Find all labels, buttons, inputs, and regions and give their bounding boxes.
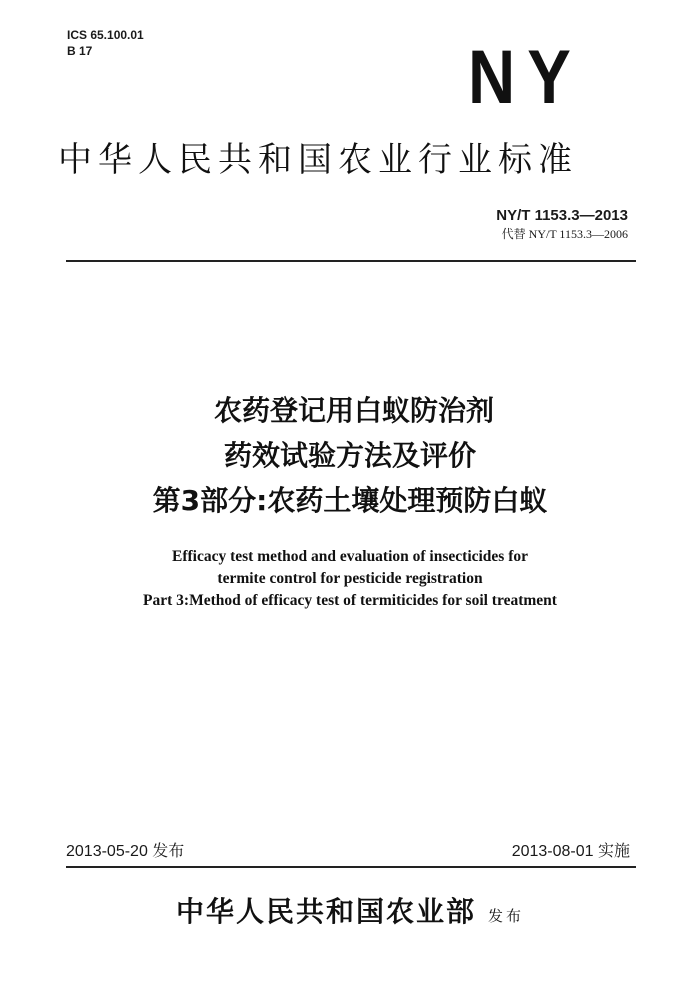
ccs-code: B 17 — [67, 44, 93, 58]
implementation-date: 2013-08-01 实施 — [511, 843, 630, 860]
standard-number: NY/T 1153.3—2013 — [496, 207, 628, 224]
footer-divider — [66, 866, 636, 868]
header-divider — [66, 260, 636, 262]
english-title — [0, 546, 700, 612]
issuing-authority — [0, 892, 700, 936]
chinese-title-line-1: 农药登记用白蚁防治剂 — [213, 394, 494, 427]
ics-code: ICS 65.100.01 — [67, 28, 144, 42]
standard-category-title: 中华人民共和国农业行业标准 — [58, 140, 578, 180]
chinese-title-line-3: 第3部分:农药土壤处理预防白蚁 — [152, 484, 548, 517]
issuer-suffix: 发布 — [488, 907, 525, 925]
chinese-title — [0, 388, 700, 523]
classification-codes — [67, 27, 144, 59]
issue-date: 2013-05-20 发布 — [66, 843, 185, 860]
english-title-line-1: Efficacy test method and evaluation of insecticides for — [171, 548, 529, 565]
chinese-title-line-2: 药效试验方法及评价 — [223, 439, 476, 472]
english-title-line-2: termite control for pesticide registration — [217, 570, 483, 587]
replaces-standard: 代替 NY/T 1153.3—2006 — [501, 227, 628, 241]
english-title-line-3: Part 3:Method of efficacy test of termiticides for soil treatment — [143, 592, 557, 609]
ny-logo: NY — [468, 35, 583, 120]
issuer-name: 中华人民共和国农业部 — [175, 895, 476, 928]
